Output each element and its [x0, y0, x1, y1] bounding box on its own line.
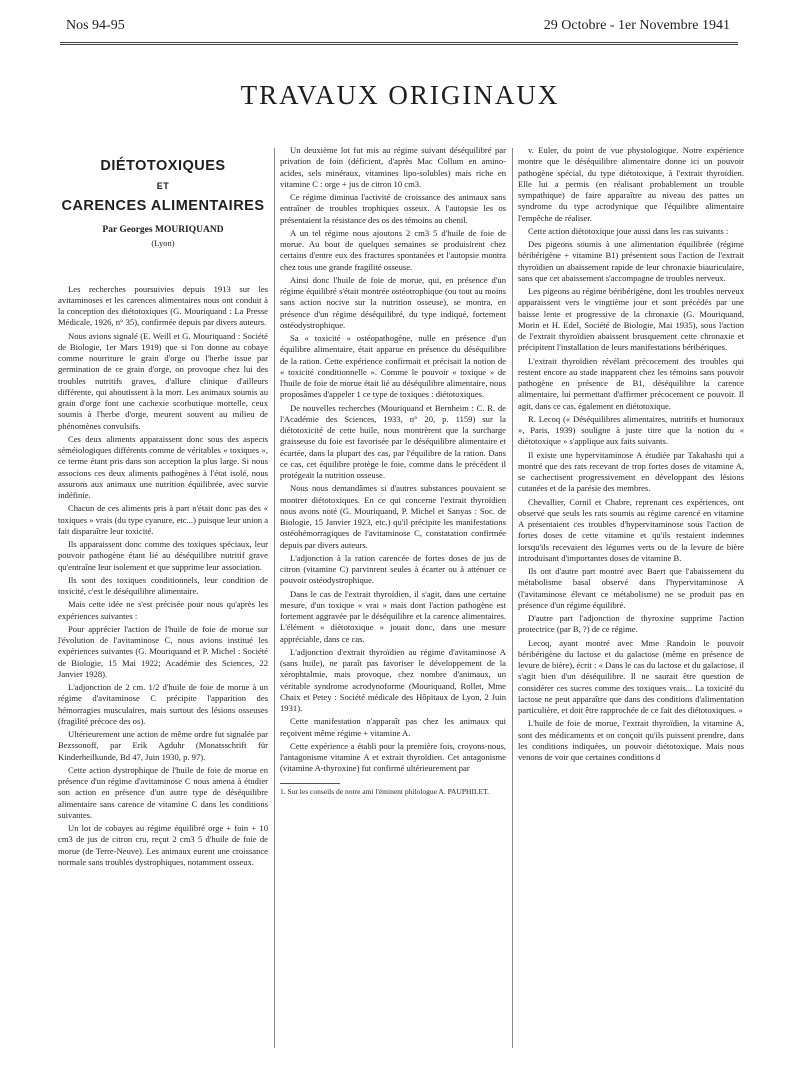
paragraph: L'extrait thyroïdien révélant précocement des troubles qui restent encore au stade inapparent chez les témoins sans pouvoir pathogène en présence de B1, déséquilibre la carence alimentaire, lui permettant d'affirmer précocement ce pouvoir. Il agit, dans ce cas, également en diétotoxique. — [518, 355, 744, 411]
paragraph: Des pigeons soumis à une alimentation équilibrée (régime béribérigène + vitamine B1) présentent sous l'action de l'extrait thyroïdien un abaissement rapide de leur chronaxie biauriculaire, sans que cet abaissement s'accompagne de troubles nerveux. — [518, 239, 744, 283]
paragraph: Ce régime diminua l'activité de croissance des animaux sans entraîner de troubles trophiques osseux. A l'autopsie les os présentaient la résistance des os des témoins au chenil. — [280, 192, 506, 225]
column-3 — [518, 145, 744, 1065]
footnote: 1. Sur les conseils de notre ami l'éminent philologue A. PAUPHILET. — [280, 786, 490, 796]
paragraph: Ils apparaissent donc comme des toxiques spéciaux, leur pouvoir pathogène étant lié au déséquilibre nutritif grave qu'entraîne leur isolement et que supprime leur association. — [58, 539, 268, 572]
paragraph: Un deuxième lot fut mis au régime suivant déséquilibré par privation de foin (déficient, d'après Mac Collum en amino-acides, sels minéraux, vitamines lipo-solubles) mais riche en vitamine C : orge + jus de citron 10 cm3. — [280, 145, 506, 189]
paragraph: Cette action diétotoxique joue aussi dans les cas suivants : — [528, 225, 729, 236]
column-1 — [58, 145, 268, 1065]
column-separator-2 — [512, 148, 513, 1048]
issue-number: Nos 94-95 — [66, 18, 125, 33]
paragraph: Cette manifestation n'apparaît pas chez les animaux qui reçoivent même régime + vitamine A. — [280, 716, 506, 738]
column-2-body — [280, 145, 506, 775]
column-separator-1 — [274, 148, 275, 1048]
paragraph: Cette expérience a établi pour la première fois, croyons-nous, l'antagonisme vitamine A et extrait thyroïdien. Cet antagonisme (vitamine A-thyroxine) fut confirmé ultérieurement par — [280, 740, 506, 774]
column-2 — [280, 145, 506, 1065]
section-title: TRAVAUX ORIGINAUX — [240, 80, 560, 110]
paragraph: Cette action dystrophique de l'huile de foie de morue en présence d'un régime d'avitaminose C nous amena à étudier son action en présence d'un autre type de déséquilibre alimentaire sans carence de vitamine C dans les conditions suivantes. — [58, 764, 268, 820]
paragraph: Les recherches poursuivies depuis 1913 sur les avitaminoses et les carences alimentaires nous ont conduit à la conception des diétotoxiques (G. Mouriquand : La Presse Médicale, 1926, n° 35), confirmée depuis par divers auteurs. — [58, 283, 268, 328]
paragraph: Lecoq, ayant montré avec Mme Randoin le pouvoir béribérigène du lactose et du galactose (même en présence de levure de bière), écrit : « Dans le cas du lactose et du galactose, il s'agit bien d'un déséquilibre. Il ne saurait être question de considérer ces sucres comme des toxiques vrais... La toxicité du lactose ne peut apparaître que dans des conditions d'alimentation particulière, et doit être rapprochée de ce fait des diétotoxiques. » — [518, 637, 744, 715]
footnote-rule — [280, 783, 340, 784]
paragraph: Nous nous demandâmes si d'autres substances pouvaient se montrer diétotoxiques. En ce qui concerne l'extrait thyroïdien nous avons noté (G. Mouriquand, P. Michel et Sanyas : Soc. de Biologie, 15 Janvier 1923, etc.) qu'il précipite les manifestations ostéohémorragiques de l'avitaminose C, constatation confirmée depuis par divers auteurs. — [280, 483, 506, 550]
paragraph: Mais cette idée ne s'est précisée pour nous qu'après les expériences suivantes : — [58, 599, 268, 621]
column-1-body — [58, 284, 268, 869]
paragraph: Chevallier, Cornil et Chabre, reprenant ces expériences, ont observé que seuls les rats soumis au régime carencé en vitamine A présentaient ces troubles d'hypervitaminose sous l'action de fortes doses de cette vitamine et qu'ils restaient indemnes lorsqu'ils recevaient des légumes verts ou de la levure de bière introduisant d'importantes doses de vitamine B. — [518, 496, 744, 563]
paragraph: Ils sont des toxiques conditionnels, leur condition de toxicité, c'est le déséquilibre alimentaire. — [58, 574, 268, 596]
paragraph: A un tel régime nous ajoutons 2 cm3 5 d'huile de foie de morue. Au bout de quelques semaines se produisirent chez certains d'entre eux des fractures spontanées et l'autopsie montra chez tous une grande fragilité osseuse. — [280, 227, 506, 272]
paragraph: Les pigeons au régime béribérigène, dont les troubles nerveux apparaissent vers le vingtième jour et sont précédés par une baisse lente et progressive de la chronaxie (G. Mouriquand, Morin et H. Edel, Société de Biologie, Mai 1935), sous l'action de l'extrait thyroïdien abaissent brusquement cette chronaxie et précipitent l'installation de leurs manifestations béribériques. — [518, 286, 744, 353]
paragraph: Chacun de ces aliments pris à part n'était donc pas des « toxiques » vrais (du type cyanure, etc...) puisque leur union a fait disparaître leur toxicité. — [58, 503, 268, 536]
paragraph: De nouvelles recherches (Mouriquand et Bernheim : C. R. de l'Académie des Sciences, 1933, n° 20, p. 1159) sur la diétotoxicité de cette huile, nous montrèrent que la surcharge graisseuse du foie est favorisée par le déséquilibre alimentaire et écartée, dans la plupart des cas, par l'équilibre de la ration. Dans ce cas, cet équilibre protège le foie, comme dans le précédent il protégeait la nutrition osseuse. — [280, 402, 506, 480]
column-3-body — [518, 145, 744, 763]
header-rule — [60, 42, 738, 43]
article-subtitle: CARENCES ALIMENTAIRES — [61, 198, 265, 214]
paragraph: Ils ont d'autre part montré avec Baert que l'abaissement du métabolisme basal observé dans l'hypervitaminose A (l'avitaminose élevant ce métabolisme) ne se produit pas en présence d'un régime équilibré. — [518, 566, 744, 610]
paragraph: Un lot de cobayes au régime équilibré orge + foin + 10 cm3 de jus de citron cru, reçut 2 cm3 5 d'huile de foie de morue (de Terre-Neuve). Les animaux eurent une croissance normale sans troubles dystrophiques, notamment osseux. — [58, 823, 268, 867]
author-byline: Par Georges MOURIQUAND — [102, 225, 224, 235]
paragraph: Ultérieurement une action de même ordre fut signalée par Bezssonoff, par Erik Agduhr (Monatsschrift für Kinderheilkunde, Bd 47, Juin 1930, p. 97). — [58, 729, 268, 762]
paragraph: Pour apprécier l'action de l'huile de foie de morue sur l'évolution de l'avitaminose C, nous avions institué les expériences suivantes (G. Mouriquand et P. Michel : Société de Biologie, 15 Mai 1922; Académie des Sciences, 22 Janvier 1928). — [58, 623, 268, 679]
article-title: DIÉTOTOXIQUES — [100, 158, 226, 174]
paragraph: L'adjonction à la ration carencée de fortes doses de jus de citron (vitamine C) parvinrent seules à écarter ou à atténuer ce pouvoir ostéodystrophique. — [280, 552, 506, 586]
paragraph: Sa « toxicité » ostéopathogène, nulle en présence d'un équilibre alimentaire, était apparue en présence du déséquilibre de la ration. Cette expérience confirmait et précisait la notion de « toxicité conditionnelle ». Comme le pouvoir « toxique » de l'huile de foie de morue était lié au déséquilibre alimentaire, nous proposâmes d'appeler 1 ce type de toxiques : diétotoxiques. — [280, 333, 506, 400]
article-title-conjunction: ET — [156, 181, 170, 191]
paragraph: Nous avions signalé (E. Weill et G. Mouriquand : Société de Biologie, 1er Mars 1919) que si l'on donne au cobaye comme nourriture le grain d'orge ou l'herbe issue par germination de ce grain d'orge, on provoque chez lui des troubles nutritifs graves, d'allure clinique d'ailleurs différente, qui aboutissent à la mort. Les animaux soumis au grain d'orge font une cachexie scorbutique mortelle, ceux soumis à l'herbe d'orge, meurent souvent au milieu de phénomènes convulsifs. — [58, 330, 268, 431]
paragraph: v. Euler, du point de vue physiologique. Notre expérience montre que le déséquilibre alimentaire donne ici un pouvoir pathogène spécial, du type diétotoxique, à l'extrait thyroïdien. Elle lui a permis (en réalisant probablement un trouble sympathique) de faire apparaître au niveau des pattes un syndrome du type acrodynique que l'équilibre alimentaire l'empêche de réaliser. — [518, 145, 744, 223]
author-affiliation: (Lyon) — [151, 238, 175, 249]
paragraph: Dans le cas de l'extrait thyroïdien, il s'agit, dans une certaine mesure, d'un toxique « vrai » mais dont l'action pathogène est fortement aggravée par le déséquilibre et la carence alimentaires. L'élément « diétotoxique » jouait donc, dans une mesure appréciable, dans ce cas. — [280, 588, 506, 644]
paragraph: R. Lecoq (« Déséquilibres alimentaires, nutritifs et humoraux », Paris, 1939) souligne à juste titre que la notion du « diétotoxique » s'applique aux faits suivants. — [518, 413, 744, 447]
header-rule-second — [60, 44, 738, 45]
paragraph: Il existe une hypervitaminose A étudiée par Takahashi qui a montré que des rats recevant de trop fortes doses de vitamine A, se cachectisent progressivement en développant des lésions cutanées et de la parésie des membres. — [518, 449, 744, 494]
issue-date: 29 Octobre - 1er Novembre 1941 — [543, 18, 730, 33]
paragraph: D'autre part l'adjonction de thyroxine supprime l'action protectrice (par B, ?) de ce régime. — [518, 613, 744, 635]
paragraph: L'adjonction d'extrait thyroïdien au régime d'avitaminose A (sans huile), ne paraît pas favoriser le développement de la xérophtalmie, mais provoque, chez nombre d'animaux, un véritable syndrome acrodynoforme (Mouriquand, Rollet, Mme Chaix et Petey : Société médicale des Hôpitaux de Lyon, 2 Juin 1931). — [280, 646, 506, 713]
paragraph: L'huile de foie de morue, l'extrait thyroïdien, la vitamine A, sont des médicaments et on conçoit qu'ils puissent prendre, dans les conditions indiquées, un pouvoir diétotoxique. Mais nous venons de voir que certaines conditions d — [518, 718, 744, 762]
paragraph: L'adjonction de 2 cm. 1/2 d'huile de foie de morue à un régime d'avitaminose C précipite l'apparition des hémorragies musculaires, mais surtout des lésions osseuses (fragilité précoce des os). — [58, 682, 268, 726]
paragraph: Ces deux aliments apparaissent donc sous des aspects séméiologiques différents comme de véritables « toxiques », ce terme étant pris dans son acception la plus large. Si nous associons ces deux aliments pathogènes à l'état isolé, nous assurons aux animaux une nutrition équilibrée, avec survie indéfinie. — [58, 433, 268, 500]
paragraph: Ainsi donc l'huile de foie de morue, qui, en présence d'un régime équilibré s'était montrée ostéotrophique (ou tout au moins sans action nocive sur la nutrition osseuse), se montra, en présence d'un régime déséquilibré, du type indiqué, fortement ostéodystrophique. — [280, 274, 506, 330]
